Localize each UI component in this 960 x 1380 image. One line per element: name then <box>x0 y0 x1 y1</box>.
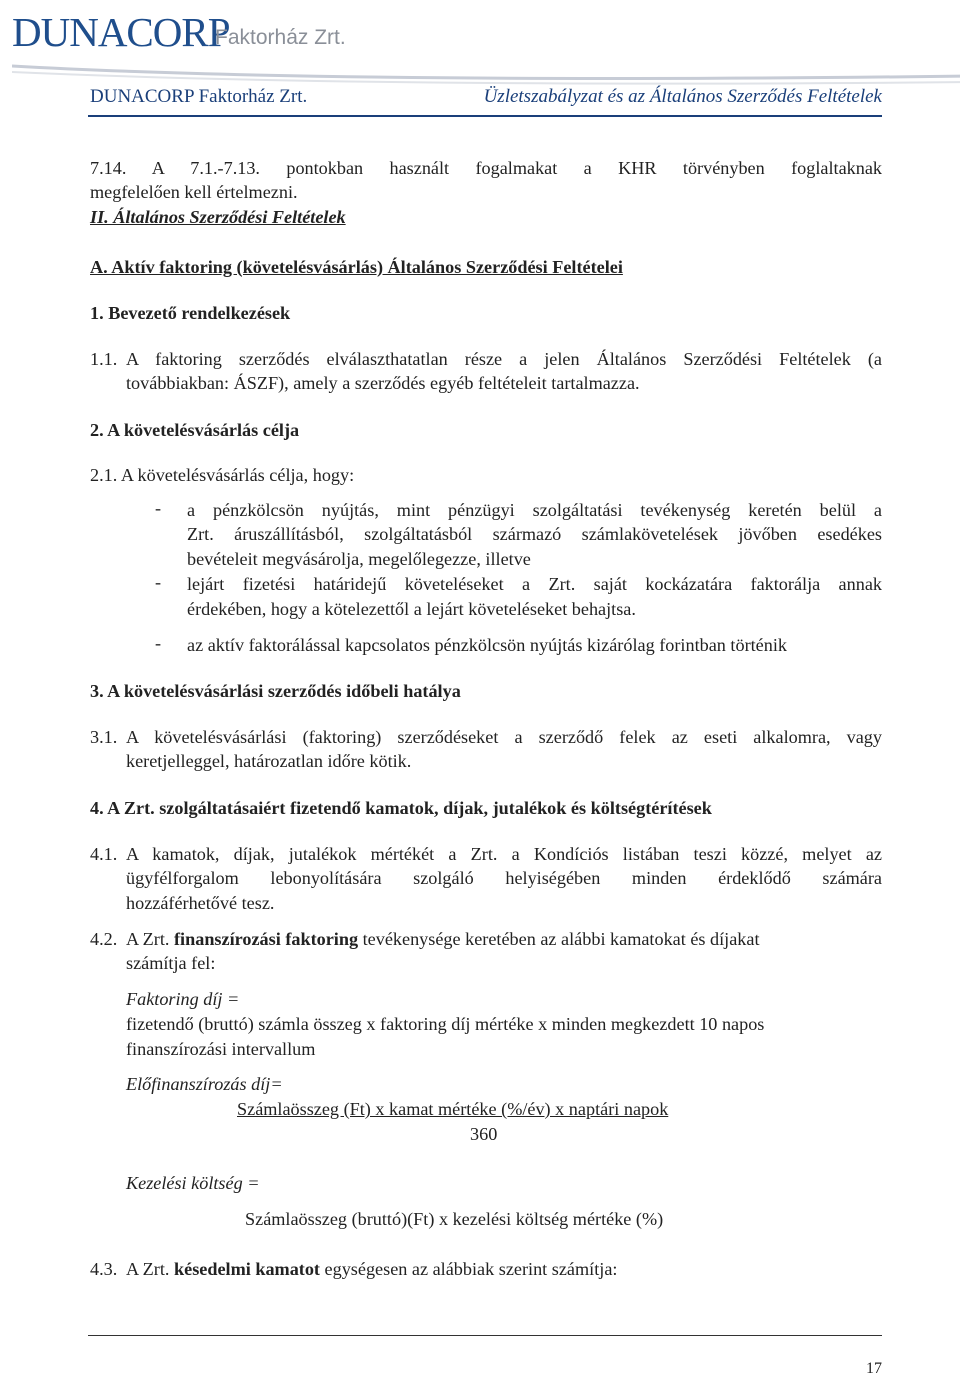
p42-bold-term: finanszírozási faktoring <box>174 929 359 949</box>
footer-divider <box>88 1335 882 1336</box>
paragraph-7-14-line2: megfelelően kell értelmezni. <box>90 182 298 202</box>
prefinancing-formula-numerator: Számlaösszeg (Ft) x kamat mértéke (%/év) x naptári napok <box>237 1099 669 1119</box>
bullet-2-line2: érdekében, hogy a kötelezettől a lejárt követeléseket behajtsa. <box>187 599 636 619</box>
bullet-dash: - <box>155 572 162 592</box>
paragraph-4-1-line1: A kamatok, díjak, jutalékok mértékét a Zrt. a Kondíciós listában teszi közzé, melyet az <box>126 844 882 864</box>
bullet-1-line1: a pénzkölcsön nyújtás, mint pénzügyi szolgáltatási tevékenység keretén belül a <box>187 500 882 520</box>
logo-subtitle: Faktorház Zrt. <box>215 26 346 49</box>
p43-bold-term: késedelmi kamatot <box>174 1259 320 1279</box>
handling-cost-formula: Számlaösszeg (bruttó)(Ft) x kezelési költség mértéke (%) <box>245 1209 664 1229</box>
heading-3: 3. A követelésvásárlási szerződés időbeli hatálya <box>90 681 461 701</box>
p43-part-a: A Zrt. <box>126 1259 174 1279</box>
page-number: 17 <box>866 1360 882 1377</box>
paragraph-2-1: 2.1. A követelésvásárlás célja, hogy: <box>90 465 355 485</box>
faktoring-fee-label: Faktoring díj = <box>126 989 240 1009</box>
paragraph-4-2-line1 <box>126 927 882 952</box>
heading-4: 4. A Zrt. szolgáltatásaiért fizetendő kamatok, díjak, jutalékok és költségtérítések <box>90 798 712 818</box>
paragraph-4-1-line3: hozzáférhetővé tesz. <box>126 893 275 913</box>
paragraph-7-14-line1: 7.14. A 7.1.-7.13. pontokban használt fogalmakat a KHR törvényben foglaltaknak <box>90 158 882 178</box>
bullet-1-line2: Zrt. áruszállításból, szolgáltatásból származó számlakövetelések jövőben esedékes <box>187 524 882 544</box>
header-divider <box>88 115 882 117</box>
paragraph-1-1-number: 1.1. <box>90 349 118 369</box>
paragraph-3-1-number: 3.1. <box>90 727 118 747</box>
bullet-dash: - <box>155 633 162 653</box>
section-heading-ii: II. Általános Szerződési Feltételek <box>90 207 346 227</box>
faktoring-fee-line1: fizetendő (bruttó) számla összeg x faktoring díj mértéke x minden megkezdett 10 napos <box>126 1014 765 1034</box>
bullet-3-line1: az aktív faktorálással kapcsolatos pénzkölcsön nyújtás kizárólag forintban történik <box>187 635 787 655</box>
paragraph-4-1-line2: ügyfélforgalom lebonyolítására szolgáló helyiségében minden érdeklődő számára <box>126 868 882 888</box>
p43-part-c: egységesen az alábbiak szerint számítja: <box>320 1259 618 1279</box>
p42-part-a: A Zrt. <box>126 929 174 949</box>
logo-wordmark: DUNACORP <box>12 9 230 55</box>
paragraph-1-1-line1: A faktoring szerződés elválaszthatatlan része a jelen Általános Szerződési Feltételek (a <box>126 349 882 369</box>
heading-2: 2. A követelésvásárlás célja <box>90 420 300 440</box>
paragraph-1-1-line2: továbbiakban: ÁSZF), amely a szerződés egyéb feltételeit tartalmazza. <box>126 373 640 393</box>
section-heading-a: A. Aktív faktoring (követelésvásárlás) Általános Szerződési Feltételei <box>90 257 623 277</box>
paragraph-3-1-line1: A követelésvásárlási (faktoring) szerződéseket a szerződő felek az eseti alkalomra, vagy <box>126 727 882 747</box>
paragraph-4-3-number: 4.3. <box>90 1259 118 1279</box>
bullet-2-line1: lejárt fizetési határidejű követeléseket a Zrt. saját kockázatára faktorálja annak <box>187 574 882 594</box>
paragraph-4-2-line2: számítja fel: <box>126 953 216 973</box>
paragraph-4-2-number: 4.2. <box>90 929 118 949</box>
handling-cost-label: Kezelési költség = <box>126 1173 260 1193</box>
paragraph-4-1-number: 4.1. <box>90 844 118 864</box>
heading-1: 1. Bevezető rendelkezések <box>90 303 291 323</box>
prefinancing-formula-denominator: 360 <box>470 1124 498 1144</box>
p42-part-c: tevékenysége keretében az alábbi kamatokat és díjakat <box>358 929 760 949</box>
prefinancing-fee-label: Előfinanszírozás díj= <box>126 1074 283 1094</box>
paragraph-3-1-line2: keretjelleggel, határozatlan időre kötik. <box>126 751 412 771</box>
paragraph-4-3-line1 <box>126 1257 617 1282</box>
header-document-title: Üzletszabályzat és az Általános Szerződés Feltételek <box>483 86 882 107</box>
bullet-1-line3: bevételeit megvásárolja, megelőlegezze, illetve <box>187 549 531 569</box>
header-company: DUNACORP Faktorház Zrt. <box>90 86 308 107</box>
faktoring-fee-line2: finanszírozási intervallum <box>126 1039 316 1059</box>
bullet-dash: - <box>155 498 162 518</box>
